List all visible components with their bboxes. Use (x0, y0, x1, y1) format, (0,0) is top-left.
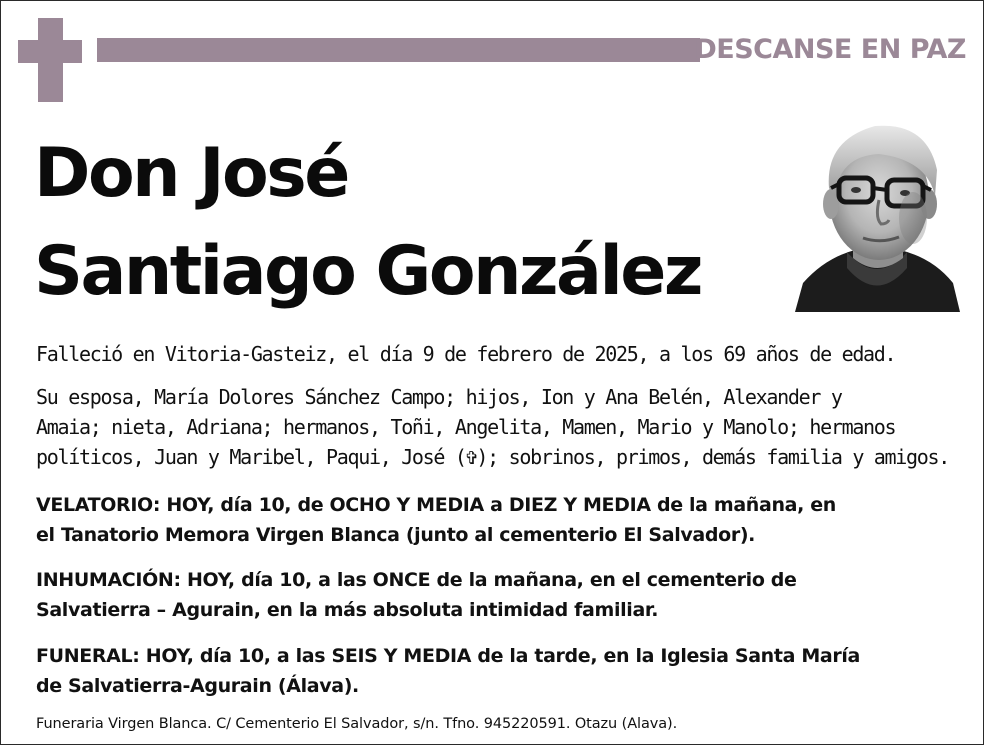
family-line: políticos, Juan y Maribel, Paqui, José (✞); sobrinos, primos, demás familia y amigos. (36, 445, 949, 469)
death-announcement: Falleció en Vitoria-Gasteiz, el día 9 de febrero de 2025, a los 69 años de edad. (36, 342, 896, 366)
velatorio-paragraph (36, 490, 956, 550)
funeral-paragraph (36, 641, 956, 701)
funeral-line: FUNERAL: HOY, día 10, a las SEIS Y MEDIA de la tarde, en la Iglesia Santa María (36, 645, 861, 667)
velatorio-line: el Tanatorio Memora Virgen Blanca (junto al cementerio El Salvador). (36, 524, 756, 546)
cross-icon-bar (18, 40, 82, 63)
velatorio-line: VELATORIO: HOY, día 10, de OCHO Y MEDIA a DIEZ Y MEDIA de la mañana, en (36, 494, 836, 516)
header-title: DESCANSE EN PAZ (694, 34, 966, 65)
inhumacion-paragraph (36, 565, 956, 625)
family-paragraph (36, 382, 956, 472)
funeral-home-info: Funeraria Virgen Blanca. C/ Cementerio El Salvador, s/n. Tfno. 945220591. Otazu (Alava). (36, 716, 678, 732)
family-line: Su esposa, María Dolores Sánchez Campo; hijos, Ion y Ana Belén, Alexander y (36, 385, 842, 409)
header-divider-bar (97, 38, 700, 62)
inhumacion-line: Salvatierra – Agurain, en la más absoluta intimidad familiar. (36, 599, 659, 621)
portrait-photo (795, 118, 960, 312)
deceased-name-line-2: Santiago González (34, 232, 701, 311)
funeral-line: de Salvatierra-Agurain (Álava). (36, 675, 359, 697)
deceased-name-line-1: Don José (34, 134, 348, 213)
inhumacion-line: INHUMACIÓN: HOY, día 10, a las ONCE de la mañana, en el cementerio de (36, 569, 797, 591)
family-line: Amaia; nieta, Adriana; hermanos, Toñi, Angelita, Mamen, Mario y Manolo; hermanos (36, 415, 896, 439)
